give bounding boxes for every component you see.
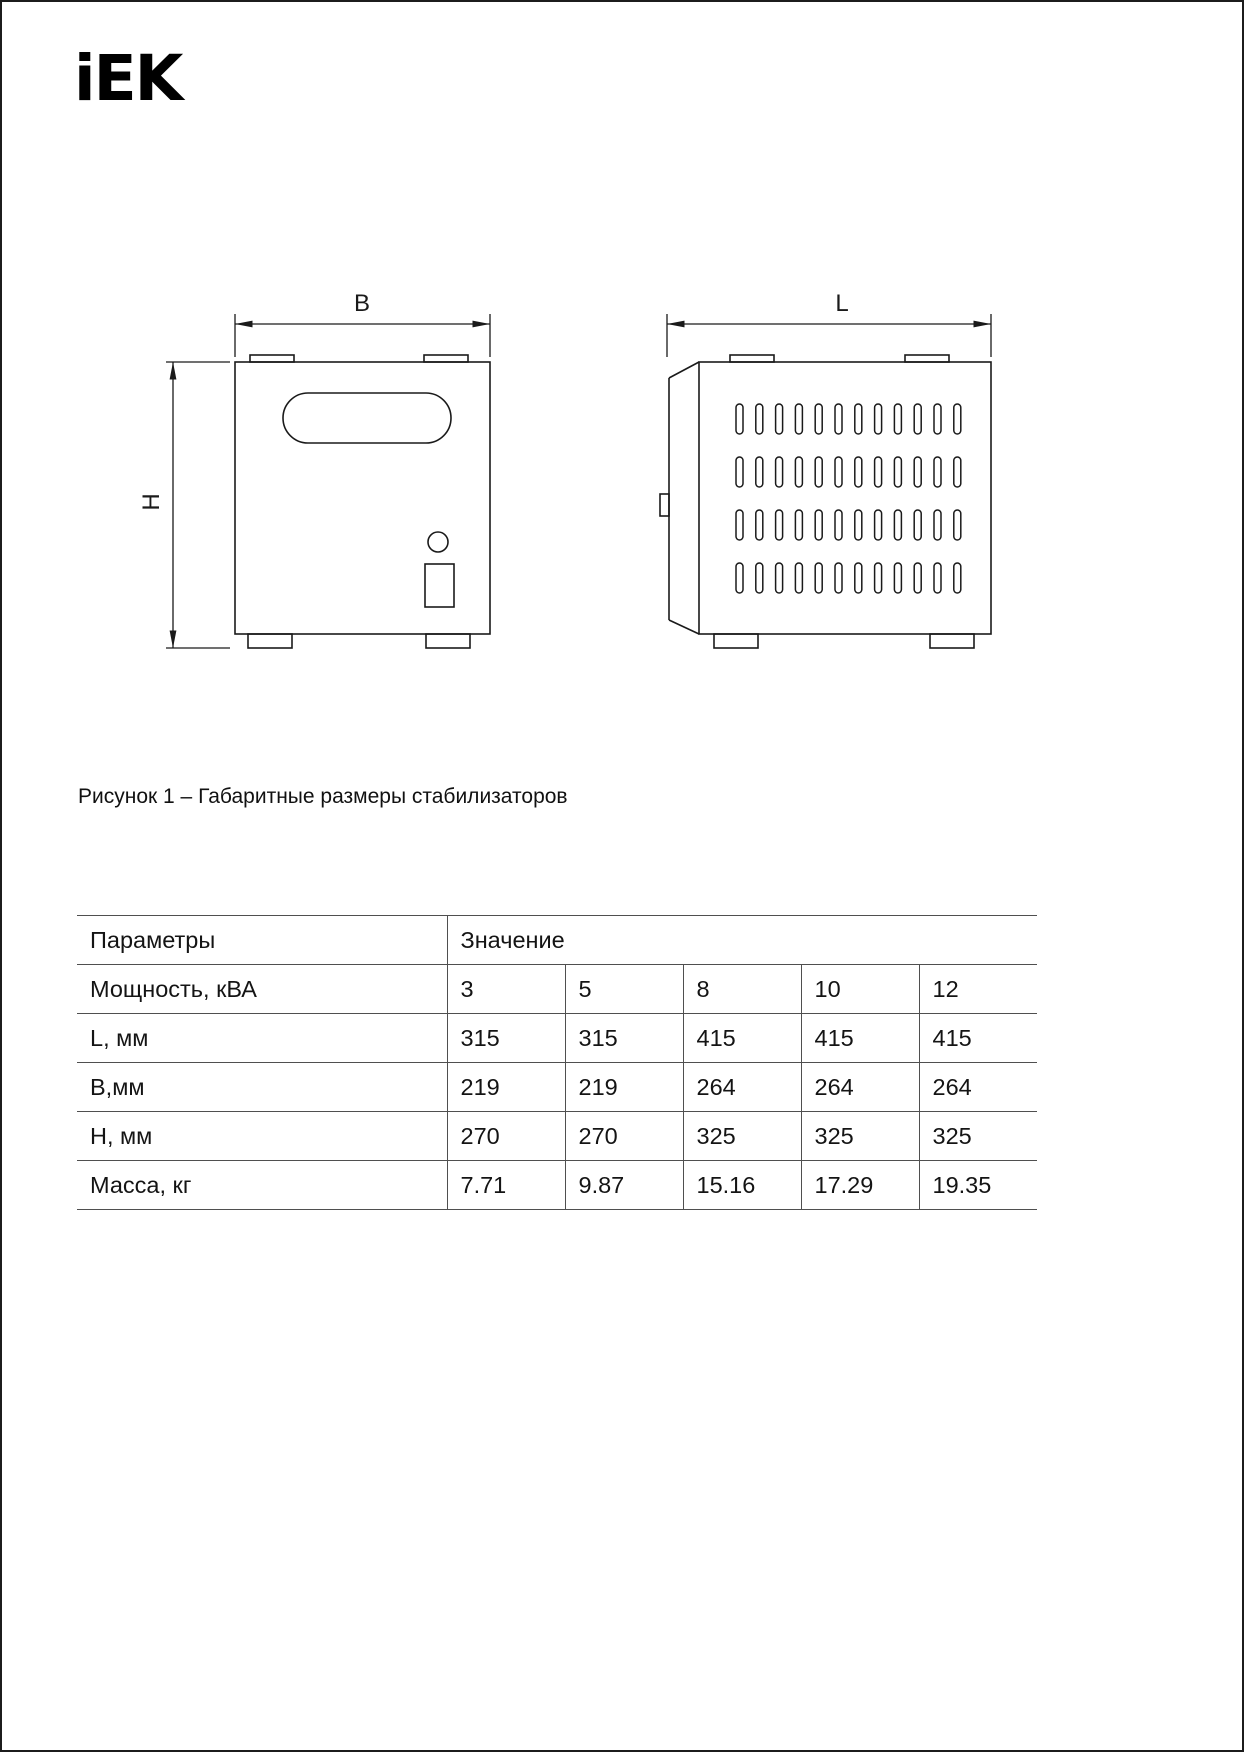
table-row-width [77, 1063, 1037, 1112]
front-foot-right [426, 634, 470, 648]
front-top-tab-right [424, 355, 468, 362]
side-foot-right [930, 634, 974, 648]
row-label: L, мм [77, 1014, 447, 1063]
table-cell: 7.71 [447, 1161, 565, 1210]
table-cell: 415 [683, 1014, 801, 1063]
table-cell: 3 [447, 965, 565, 1014]
table-cell: 325 [683, 1112, 801, 1161]
table-cell: 219 [565, 1063, 683, 1112]
dimension-b [235, 314, 490, 357]
side-foot-left [714, 634, 758, 648]
table-cell: 19.35 [919, 1161, 1037, 1210]
side-view-drawing [660, 290, 991, 648]
front-view-drawing [138, 290, 490, 648]
dimension-h [166, 362, 230, 648]
side-top-tab-right [905, 355, 949, 362]
table-cell: 264 [683, 1063, 801, 1112]
row-label: Масса, кг [77, 1161, 447, 1210]
front-body [235, 362, 490, 634]
value-header: Значение [447, 916, 1037, 965]
table-row-power [77, 965, 1037, 1014]
dimensions-table [77, 915, 1037, 1210]
power-switch [425, 564, 454, 607]
table-cell: 325 [801, 1112, 919, 1161]
table-cell: 10 [801, 965, 919, 1014]
iek-logo: iEK [74, 42, 182, 115]
dimension-label-h: H [138, 493, 165, 511]
dimension-l [667, 314, 991, 357]
table-cell: 264 [919, 1063, 1037, 1112]
table-row-height [77, 1112, 1037, 1161]
side-connector [660, 494, 669, 516]
table-cell: 264 [801, 1063, 919, 1112]
table-cell: 325 [919, 1112, 1037, 1161]
indicator-light [428, 532, 448, 552]
side-top-tab-left [730, 355, 774, 362]
table-row-length [77, 1014, 1037, 1063]
table-cell: 315 [565, 1014, 683, 1063]
front-foot-left [248, 634, 292, 648]
vent-grid [736, 404, 961, 593]
row-label: B,мм [77, 1063, 447, 1112]
table-row-mass [77, 1161, 1037, 1210]
figure-caption: Рисунок 1 – Габаритные размеры стабилизаторов [78, 785, 568, 808]
side-body [699, 362, 991, 634]
table-cell: 8 [683, 965, 801, 1014]
dimension-label-l: L [835, 290, 849, 317]
figure-drawings [2, 2, 1244, 902]
table-cell: 9.87 [565, 1161, 683, 1210]
table-cell: 415 [801, 1014, 919, 1063]
table-cell: 315 [447, 1014, 565, 1063]
table-cell: 415 [919, 1014, 1037, 1063]
table-cell: 17.29 [801, 1161, 919, 1210]
handle-slot [283, 393, 451, 443]
table-header-row [77, 916, 1037, 965]
table-cell: 5 [565, 965, 683, 1014]
front-top-tab-left [250, 355, 294, 362]
table-cell: 270 [447, 1112, 565, 1161]
dimension-label-b: B [353, 290, 371, 317]
param-header: Параметры [77, 916, 447, 965]
table-cell: 15.16 [683, 1161, 801, 1210]
table-cell: 12 [919, 965, 1037, 1014]
row-label: Мощность, кВА [77, 965, 447, 1014]
table-cell: 219 [447, 1063, 565, 1112]
row-label: H, мм [77, 1112, 447, 1161]
table-cell: 270 [565, 1112, 683, 1161]
